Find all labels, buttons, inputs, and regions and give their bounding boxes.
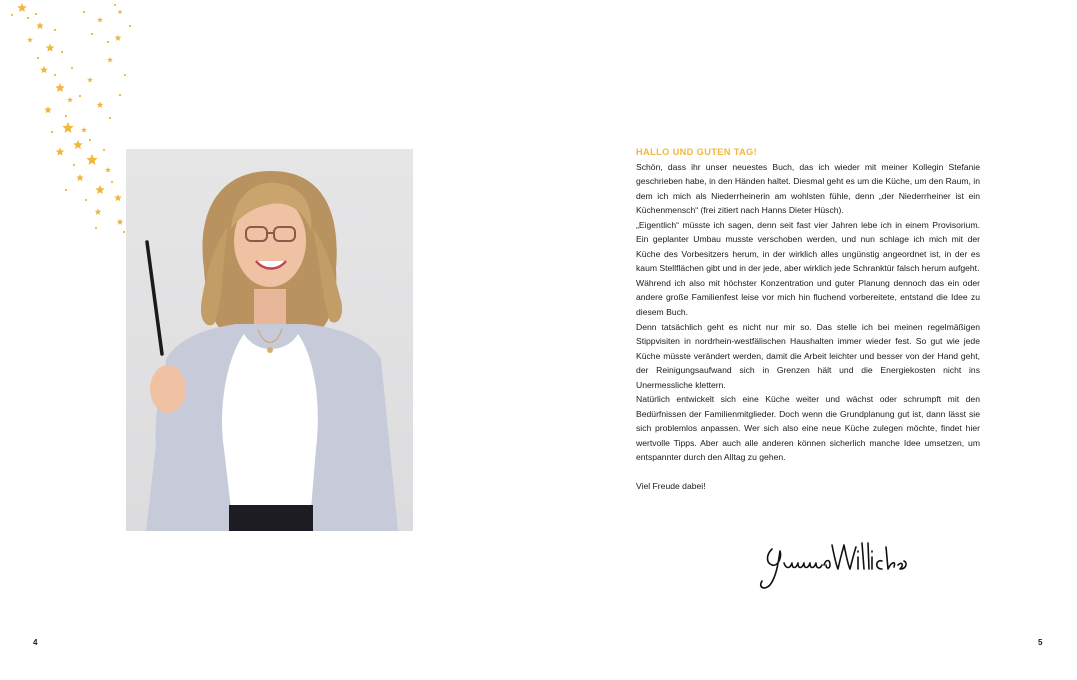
sparkle-dot-icon xyxy=(123,231,125,233)
sparkle-star-icon xyxy=(107,57,113,62)
sparkle-dot-icon xyxy=(71,67,73,69)
sparkle-dot-icon xyxy=(51,131,53,133)
sparkle-star-icon xyxy=(76,174,84,181)
foreword-text xyxy=(636,145,980,494)
paragraph-3: Während ich also mit höchster Konzentration und guter Planung dennoch das ein oder andere große Familienfest leise vor mich hin fluchend vorbereitete, entstand die Idee zu diesem Buch. xyxy=(636,277,980,317)
sparkle-dot-icon xyxy=(54,74,56,76)
sparkle-star-icon xyxy=(118,10,123,15)
sparkle-star-icon xyxy=(67,97,73,102)
sparkle-dot-icon xyxy=(37,57,39,59)
page-number-left: 4 xyxy=(33,638,38,647)
sparkle-star-icon xyxy=(36,22,44,29)
sparkle-star-icon xyxy=(73,140,83,149)
sparkle-dot-icon xyxy=(124,74,126,76)
sparkle-dot-icon xyxy=(65,189,67,191)
sparkle-star-icon xyxy=(62,122,73,133)
sparkle-star-icon xyxy=(44,106,52,113)
sparkle-star-icon xyxy=(55,83,65,92)
sparkle-dot-icon xyxy=(61,51,63,53)
sparkle-dot-icon xyxy=(11,14,13,16)
sparkle-dot-icon xyxy=(65,115,67,117)
sparkle-dot-icon xyxy=(129,25,131,27)
sparkle-star-icon xyxy=(87,77,93,82)
sparkle-star-icon xyxy=(81,127,87,132)
sparkle-dot-icon xyxy=(103,149,105,151)
sparkle-star-icon xyxy=(97,102,104,108)
sparkle-dot-icon xyxy=(107,41,109,43)
sparkle-star-icon xyxy=(56,148,65,156)
sparkle-star-icon xyxy=(40,66,48,73)
sparkle-star-icon xyxy=(17,3,27,12)
sparkle-dot-icon xyxy=(83,11,85,13)
sparkle-dot-icon xyxy=(119,94,121,96)
sparkle-dot-icon xyxy=(54,29,56,31)
sparkle-star-icon xyxy=(97,17,103,22)
sparkle-star-icon xyxy=(86,154,97,165)
sparkle-star-icon xyxy=(114,194,122,201)
sparkle-dot-icon xyxy=(73,164,75,166)
magic-wand-icon xyxy=(138,236,178,366)
sparkle-dot-icon xyxy=(27,17,29,19)
paragraph-5: Natürlich entwickelt sich eine Küche weiter und wächst oder schrumpft mit den Bedürfnissen der Familienmitglieder. Doch wenn die Grundplanung gut ist, dann lässt sie sich problemlos anpassen. Wer sich also eine neue Küche zulegen möchte, findet hier wertvolle Tipps. Aber auch alle anderen können sicherlich manche Idee umsetzen, um entspannter durch den Alltag zu gehen. xyxy=(636,394,980,463)
sparkle-star-icon xyxy=(95,209,102,215)
sparkle-dot-icon xyxy=(95,227,97,229)
sparkle-dot-icon xyxy=(35,13,37,15)
sparkle-star-icon xyxy=(95,185,105,194)
sparkle-dot-icon xyxy=(79,95,81,97)
sparkle-dot-icon xyxy=(109,117,111,119)
sparkle-star-icon xyxy=(46,44,55,52)
sparkle-star-icon xyxy=(105,167,111,172)
foreword-heading: HALLO UND GUTEN TAG! xyxy=(636,147,758,157)
page-number-right: 5 xyxy=(1038,638,1043,647)
sparkle-dot-icon xyxy=(114,4,116,6)
sparkle-dot-icon xyxy=(91,33,93,35)
sparkle-dot-icon xyxy=(89,139,91,141)
sparkle-dot-icon xyxy=(111,181,113,183)
closing-line: Viel Freude dabei! xyxy=(636,481,706,492)
sparkle-star-icon xyxy=(27,37,33,42)
sparkle-star-icon xyxy=(115,35,122,41)
paragraph-4: Denn tatsächlich geht es nicht nur mir so. Das stelle ich bei meinen regelmäßigen Stippvisiten in nordrhein-westfälischen Haushalten immer wieder fest. So gut wie jede Küche müsste verändert werden, damit die Arbeit leichter und besser von der Hand geht, der Reinigungsaufwand sich in Grenzen hält und die Energiekosten nicht ins Unermessliche klettern. xyxy=(636,321,980,390)
paragraph-2: „Eigentlich“ müsste ich sagen, denn seit fast vier Jahren lebe ich in einem Provisorium. Ein geplanter Umbau musste verschoben werden, und nun schlage ich mich mit der Küche des Vorbesitzers herum, in der wirklich alles ungünstig angeordnet ist, in der es kaum Stellflächen gibt und in der jede, aber wirklich jede Schranktür falsch herum aufgeht. xyxy=(636,219,980,274)
sparkle-dot-icon xyxy=(85,199,87,201)
handwritten-signature-icon xyxy=(752,535,912,595)
sparkle-star-icon xyxy=(117,219,124,225)
paragraph-1: Schön, dass ihr unser neuestes Buch, das ich wieder mit meiner Kollegin Stefanie geschrieben habe, in den Händen haltet. Diesmal geht es um die Küche, um den Raum, in dem ich mich als Niederrheinerin am wohlsten fühle, denn „der Niederrheiner ist ein Küchenmensch“ (frei zitiert nach Hanns Dieter Hüsch). xyxy=(636,161,980,216)
